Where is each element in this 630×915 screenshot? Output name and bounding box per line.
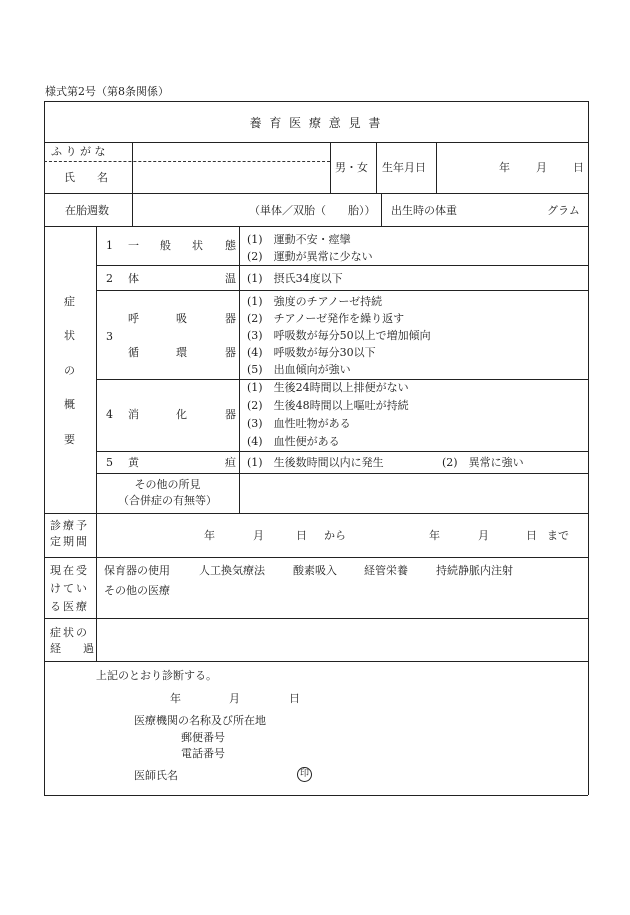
table-border-top: [44, 101, 588, 102]
form-number: 様式第2号（第8条関係）: [45, 85, 169, 98]
general-label-char: 一: [128, 239, 139, 252]
gestation-label: 在胎週数: [65, 204, 109, 217]
birth-weight-input[interactable]: [470, 195, 540, 224]
period-to-day: 日: [526, 529, 537, 542]
period-to-month: 月: [478, 529, 489, 542]
circulatory-label-char: 循: [128, 346, 139, 359]
dob-day: 日: [573, 161, 584, 174]
digestive-item[interactable]: (3) 血性吐物がある: [247, 417, 351, 430]
name-input[interactable]: [134, 163, 328, 191]
digestive-label-char: 器: [225, 408, 236, 421]
jaundice-item[interactable]: (2) 異常に強い: [442, 456, 524, 469]
gram-unit: グラム: [547, 204, 580, 217]
progress-label: 症状の: [50, 626, 89, 639]
respiratory-label-char: 器: [225, 312, 236, 325]
treatment-period-label: 定期間: [50, 535, 89, 548]
phone-label: 電話番号: [181, 747, 225, 760]
symptoms-label-char: 概: [64, 398, 75, 411]
digestive-item[interactable]: (1) 生後24時間以上排便がない: [247, 381, 409, 394]
digestive-item[interactable]: (2) 生後48時間以上嘔吐が持続: [247, 399, 409, 412]
temperature-label-char: 温: [225, 272, 236, 285]
seal-mark: 印: [297, 767, 312, 782]
furigana-dashed-divider: [44, 161, 330, 162]
diagnosis-month: 月: [229, 692, 240, 705]
respiratory-item[interactable]: (2) チアノーゼ発作を繰り返す: [247, 312, 405, 325]
current-treatment-label: 現在受: [50, 564, 89, 577]
respiratory-item[interactable]: (1) 強度のチアノーゼ持続: [247, 295, 383, 308]
symptoms-label-char: 状: [64, 329, 75, 342]
institution-label: 医療機関の名称及び所在地: [134, 714, 266, 727]
general-label-char: 般: [160, 239, 171, 252]
circulatory-label-char: 器: [225, 346, 236, 359]
digestive-item[interactable]: (4) 血性便がある: [247, 435, 340, 448]
treatment-option-iv-infusion[interactable]: 持続静脈内注射: [436, 564, 513, 577]
other-findings-input[interactable]: [241, 475, 586, 511]
dob-month: 月: [536, 161, 547, 174]
respiratory-item[interactable]: (4) 呼吸数が毎分30以下: [247, 346, 376, 359]
period-from: から: [324, 529, 346, 542]
circulatory-label-char: 環: [176, 346, 187, 359]
treatment-option-incubator[interactable]: 保育器の使用: [104, 564, 170, 577]
diagnosis-day: 日: [289, 692, 300, 705]
birth-weight-label: 出生時の体重: [391, 204, 457, 217]
period-from-year: 年: [204, 529, 215, 542]
respiratory-item[interactable]: (5) 出血傾向が強い: [247, 363, 351, 376]
general-item[interactable]: (1) 運動不安・痙攣: [247, 233, 351, 246]
digestive-number: 4: [106, 408, 113, 421]
form-title: 養 育 医 療 意 見 書: [249, 116, 383, 130]
respiratory-label-char: 呼: [128, 312, 139, 325]
general-label-char: 状: [192, 239, 203, 252]
treatment-option-tube-feeding[interactable]: 経管栄養: [364, 564, 408, 577]
period-from-day: 日: [296, 529, 307, 542]
table-border-left: [44, 101, 45, 795]
other-findings-label: その他の所見: [134, 478, 201, 491]
other-findings-sublabel: （合併症の有無等）: [118, 494, 217, 507]
respiratory-item[interactable]: (3) 呼吸数が毎分50以上で増加傾向: [247, 329, 431, 342]
general-label-char: 態: [225, 239, 236, 252]
symptoms-label-char: 症: [64, 295, 75, 308]
furigana-input[interactable]: [134, 144, 328, 160]
progress-label: 経 過: [50, 642, 94, 655]
furigana-label: ふ り が な: [51, 145, 106, 158]
jaundice-label-char: 黄: [128, 456, 139, 469]
digestive-label-char: 化: [176, 408, 187, 421]
dob-year: 年: [499, 161, 510, 174]
single-twin-field[interactable]: （単体／双胎（ 胎））: [249, 204, 376, 217]
table-border-bottom: [44, 795, 588, 796]
treatment-period-label: 診療予: [50, 519, 89, 532]
doctor-name-input[interactable]: [188, 766, 292, 784]
general-number: 1: [106, 239, 113, 252]
sex-selector[interactable]: 男・女: [335, 161, 368, 174]
respiratory-number: 3: [106, 330, 113, 343]
symptoms-label-char: の: [64, 364, 75, 377]
current-treatment-label: る医療: [50, 600, 89, 613]
temperature-item[interactable]: (1) 摂氏34度以下: [247, 272, 343, 285]
period-from-month: 月: [253, 529, 264, 542]
diagnosis-year: 年: [170, 692, 181, 705]
general-item[interactable]: (2) 運動が異常に少ない: [247, 250, 373, 263]
respiratory-label-char: 吸: [176, 312, 187, 325]
treatment-option-ventilation[interactable]: 人工換気療法: [199, 564, 265, 577]
jaundice-label-char: 疸: [225, 456, 236, 469]
postal-code-label: 郵便番号: [181, 731, 225, 744]
dob-label: 生年月日: [382, 161, 426, 174]
period-to-year: 年: [429, 529, 440, 542]
doctor-name-label: 医師氏名: [134, 769, 178, 782]
progress-input[interactable]: [98, 620, 586, 659]
temperature-label-char: 体: [128, 272, 139, 285]
jaundice-number: 5: [106, 456, 113, 469]
table-border-right: [588, 101, 589, 795]
gestation-input[interactable]: [134, 195, 244, 224]
diagnosis-statement: 上記のとおり診断する。: [96, 669, 217, 682]
treatment-option-oxygen[interactable]: 酸素吸入: [293, 564, 337, 577]
name-label: 氏 名: [64, 171, 108, 184]
symptoms-label-char: 要: [64, 433, 75, 446]
dob-input[interactable]: [438, 144, 586, 191]
temperature-number: 2: [106, 272, 113, 285]
digestive-label-char: 消: [128, 408, 139, 421]
jaundice-item[interactable]: (1) 生後数時間以内に発生: [247, 456, 384, 469]
treatment-option-other[interactable]: その他の医療: [104, 584, 170, 597]
period-to: まで: [547, 529, 569, 542]
current-treatment-label: けてい: [50, 582, 89, 595]
